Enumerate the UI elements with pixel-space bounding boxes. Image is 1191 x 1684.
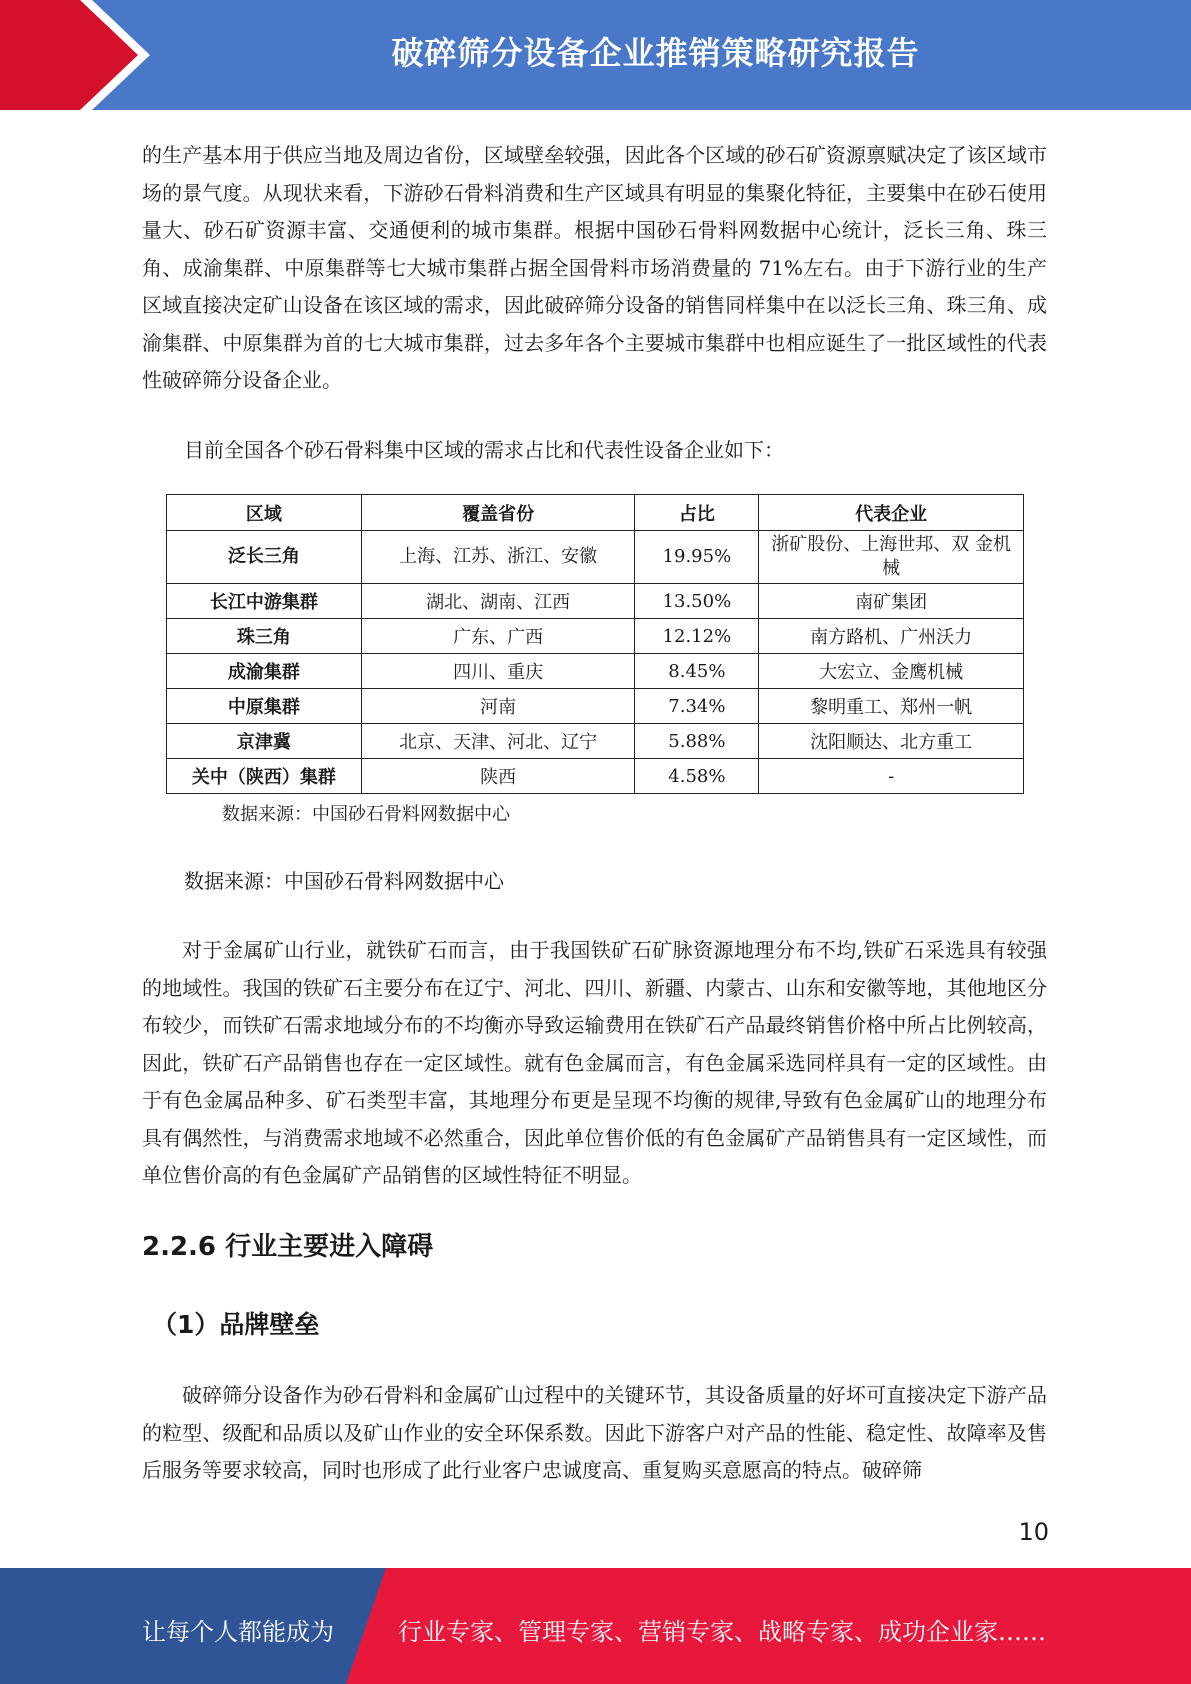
page-footer [0, 1568, 1191, 1684]
table-row [167, 689, 1024, 724]
cell-provinces: 北京、天津、河北、辽宁 [361, 724, 635, 759]
col-header-companies: 代表企业 [759, 495, 1024, 531]
footer-slogan-left: 让每个人都能成为 [142, 1618, 334, 1646]
cell-provinces: 河南 [361, 689, 635, 724]
table-row [167, 724, 1024, 759]
cell-provinces: 上海、江苏、浙江、安徽 [361, 531, 635, 584]
cell-companies: 黎明重工、郑州一帆 [759, 689, 1024, 724]
cell-share: 12.12% [635, 619, 759, 654]
cell-region: 成渝集群 [167, 654, 362, 689]
cell-region: 京津冀 [167, 724, 362, 759]
body-paragraph-3: 破碎筛分设备作为砂石骨料和金属矿山过程中的关键环节，其设备质量的好坏可直接决定下游产品的粒型、级配和品质以及矿山作业的安全环保系数。因此下游客户对产品的性能、稳定性、故障率及售后服务等要求较高，同时也形成了此行业客户忠诚度高、重复购买意愿高的特点。破碎筛 [142, 1383, 1047, 1482]
cell-share: 4.58% [635, 759, 759, 794]
cell-share: 7.34% [635, 689, 759, 724]
cell-provinces: 四川、重庆 [361, 654, 635, 689]
cell-region: 长江中游集群 [167, 584, 362, 619]
cell-companies: - [759, 759, 1024, 794]
cell-companies: 南矿集团 [759, 584, 1024, 619]
cell-companies: 沈阳顺达、北方重工 [759, 724, 1024, 759]
region-demand-table [166, 494, 1024, 794]
table-source-note: 数据来源：中国砂石骨料网数据中心 [222, 804, 510, 825]
cell-region: 珠三角 [167, 619, 362, 654]
cell-companies: 浙矿股份、上海世邦、双 金机械 [759, 531, 1024, 584]
col-header-provinces: 覆盖省份 [361, 495, 635, 531]
cell-share: 19.95% [635, 531, 759, 584]
table-row [167, 654, 1024, 689]
cell-companies: 南方路机、广州沃力 [759, 619, 1024, 654]
table-row [167, 759, 1024, 794]
col-header-region: 区域 [167, 495, 362, 531]
table-row [167, 531, 1024, 584]
cell-region: 泛长三角 [167, 531, 362, 584]
footer-slogan-right: 行业专家、管理专家、营销专家、战略专家、成功企业家…… [398, 1618, 1046, 1646]
cell-region: 关中（陕西）集群 [167, 759, 362, 794]
col-header-share: 占比 [635, 495, 759, 531]
cell-share: 13.50% [635, 584, 759, 619]
page-number: 10 [1018, 1518, 1049, 1546]
cell-provinces: 湖北、湖南、江西 [361, 584, 635, 619]
cell-share: 5.88% [635, 724, 759, 759]
cell-region: 中原集群 [167, 689, 362, 724]
section-heading-226: 2.2.6 行业主要进入障碍 [142, 1232, 434, 1262]
page-header [0, 0, 1191, 110]
report-title: 破碎筛分设备企业推销策略研究报告 [391, 34, 920, 72]
table-intro: 目前全国各个砂石骨料集中区域的需求占比和代表性设备企业如下： [184, 438, 784, 462]
table-header-row [167, 495, 1024, 531]
table-row [167, 619, 1024, 654]
cell-companies: 大宏立、金鹰机械 [759, 654, 1024, 689]
subsection-heading-brand: （1）品牌壁垒 [152, 1310, 320, 1339]
source-note: 数据来源：中国砂石骨料网数据中心 [184, 869, 504, 893]
body-paragraph-1: 的生产基本用于供应当地及周边省份，区域壁垒较强，因此各个区域的砂石矿资源禀赋决定了该区域市场的景气度。从现状来看，下游砂石骨料消费和生产区域具有明显的集聚化特征，主要集中在砂石使用量大、砂石矿资源丰富、交通便利的城市集群。根据中国砂石骨料网数据中心统计，泛长三角、珠三角、成渝集群、中原集群等七大城市集群占据全国骨料市场消费量的 71%左右。由于下游行业的生产区域直接决定矿山设备在该区域的需求，因此破碎筛分设备的销售同样集中在以泛长三角、珠三角、成渝集群、中原集群为首的七大城市集群，过去多年各个主要城市集群中也相应诞生了一批区域性的代表性破碎筛分设备企业。 [142, 143, 1047, 392]
table-row [167, 584, 1024, 619]
cell-provinces: 广东、广西 [361, 619, 635, 654]
cell-provinces: 陕西 [361, 759, 635, 794]
cell-share: 8.45% [635, 654, 759, 689]
body-paragraph-2: 对于金属矿山行业，就铁矿石而言，由于我国铁矿石矿脉资源地理分布不均,铁矿石采选具有较强的地域性。我国的铁矿石主要分布在辽宁、河北、四川、新疆、内蒙古、山东和安徽等地，其他地区分布较少，而铁矿石需求地域分布的不均衡亦导致运输费用在铁矿石产品最终销售价格中所占比例较高，因此，铁矿石产品销售也存在一定区域性。就有色金属而言，有色金属采选同样具有一定的区域性。由于有色金属品种多、矿石类型丰富，其地理分布更是呈现不均衡的规律,导致有色金属矿山的地理分布具有偶然性，与消费需求地域不必然重合，因此单位售价低的有色金属矿产品销售具有一定区域性，而单位售价高的有色金属矿产品销售的区域性特征不明显。 [142, 938, 1047, 1187]
